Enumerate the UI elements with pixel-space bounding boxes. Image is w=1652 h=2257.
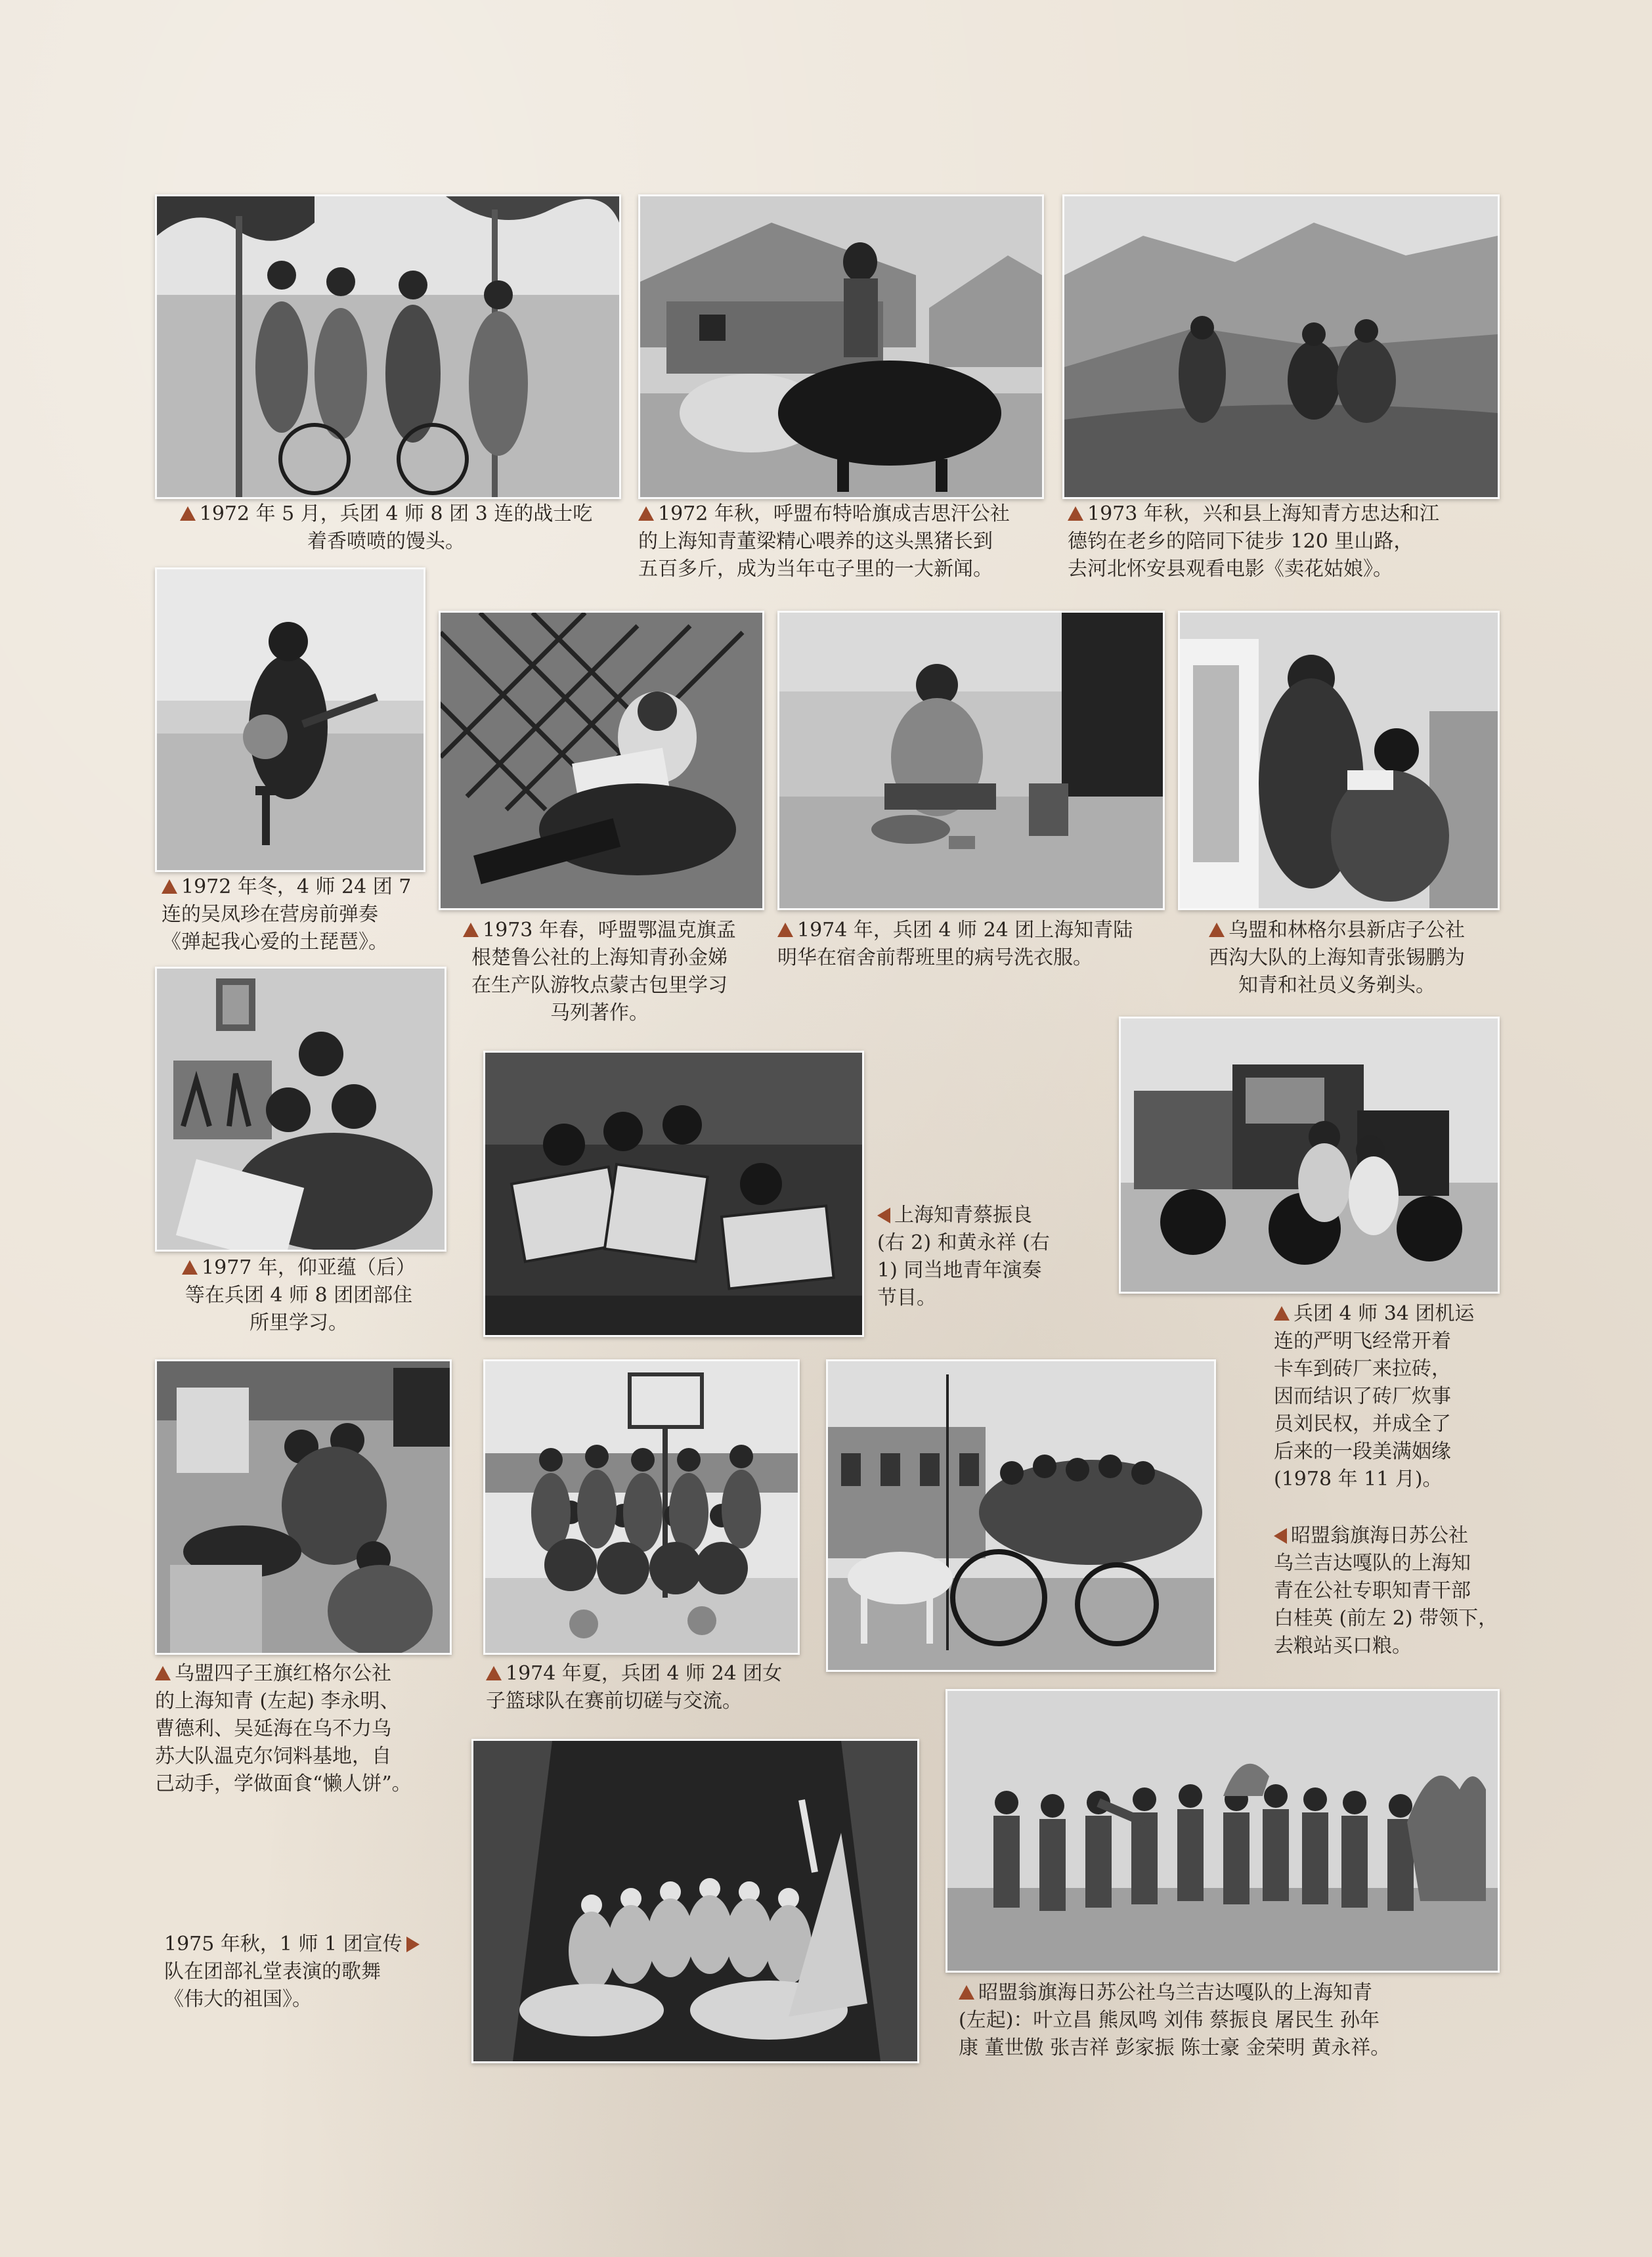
caption-marker-icon [155, 1666, 171, 1680]
caption-haircut: 乌盟和林格尔县新店子公社 西沟大队的上海知青张锡鹏为 知青和社员义务剃头。 [1209, 919, 1465, 997]
caption-truck: 兵团 4 师 34 团机运 连的严明飞经常开着 卡车到砖厂来拉砖， 因而结识了砖厂炊事 员刘民权，并成全了 后来的一段美满姻缘 (1978 年 11 月)。 [1274, 1302, 1475, 1491]
photo-horse-cart [826, 1359, 1216, 1672]
photo-group-camels [946, 1689, 1500, 1973]
caption-soldiers-eating-buns: 1972 年 5 月，兵团 4 师 8 团 3 连的战士吃 着香喷喷的馒头。 [155, 500, 617, 556]
photo-haircut [1178, 611, 1500, 910]
caption-marker-left-icon [1274, 1528, 1287, 1544]
caption-accordion: 上海知青蔡振良 (右 2) 和黄永祥 (右 1) 同当地青年演奏 节目。 [877, 1204, 1050, 1309]
caption-marker-icon [486, 1666, 502, 1680]
photo-making-pancakes [155, 1359, 452, 1655]
caption-marker-icon [182, 1260, 198, 1275]
caption-black-pig: 1972 年秋，呼盟布特哈旗成吉思汗公社 的上海知青董梁精心喂养的这头黑猪长到 五百多斤，成为当年屯子里的一大新闻。 [638, 502, 1010, 581]
photo-playing-pipa [155, 567, 425, 872]
caption-horse-cart: 昭盟翁旗海日苏公社 乌兰吉达嘎队的上海知 青在公社专职知青干部 白桂英 (前左 2) 带领下， 去粮站买口粮。 [1274, 1524, 1498, 1657]
caption-marker-icon [959, 1985, 974, 2000]
caption-marker-icon [638, 506, 654, 521]
photo-truck [1119, 1017, 1500, 1294]
caption-marker-icon [1274, 1306, 1290, 1321]
caption-walk-mountain-road: 1973 年秋，兴和县上海知青方忠达和江 德钧在老乡的陪同下徒步 120 里山路， 去河北怀安县观看电影《卖花姑娘》。 [1068, 502, 1439, 581]
photo-soldiers-eating-buns [155, 194, 621, 499]
caption-making-pancakes: 乌盟四子王旗红格尔公社 的上海知青 (左起) 李永明、 曹德利、吴延海在乌不力乌 苏大队温克尔饲料基地，自 己动手，学做面食“懒人饼”。 [155, 1662, 412, 1795]
caption-basketball-team: 1974 年夏，兵团 4 师 24 团女 子篮球队在赛前切磋与交流。 [486, 1662, 783, 1713]
photo-washing-clothes [777, 611, 1165, 910]
caption-playing-pipa: 1972 年冬，4 师 24 团 7 连的吴凤珍在营房前弹奏 《弹起我心爱的土琵琶》。 [162, 875, 412, 953]
photo-yurt-study [439, 611, 764, 910]
photo-basketball-team [483, 1359, 800, 1655]
caption-yurt-study: 1973 年春，呼盟鄂温克旗孟 根楚鲁公社的上海知青孙金娣 在生产队游牧点蒙古包里学习 马列著作。 [439, 917, 760, 1027]
photo-walk-mountain-road [1062, 194, 1500, 499]
caption-marker-right-icon [406, 1937, 420, 1952]
caption-marker-icon [162, 879, 177, 894]
photo-studying-magazine [155, 967, 446, 1252]
photo-black-pig [638, 194, 1044, 499]
caption-washing-clothes: 1974 年，兵团 4 师 24 团上海知青陆 明华在宿舍前帮班里的病号洗衣服。 [777, 919, 1133, 969]
caption-marker-icon [1209, 923, 1225, 937]
caption-marker-icon [463, 923, 479, 937]
photo-song-dance [471, 1739, 919, 2063]
caption-group-camels: 昭盟翁旗海日苏公社乌兰吉达嘎队的上海知青 (左起)：叶立昌 熊凤鸣 刘伟 蔡振良 屠民生 孙年 康 董世傲 张吉祥 彭家振 陈士豪 金荣明 黄永祥。 [959, 1981, 1391, 2059]
photo-accordion [483, 1051, 864, 1337]
caption-song-dance: 1975 年秋，1 师 1 团宣传 队在团部礼堂表演的歌舞 《伟大的祖国》。 [164, 1931, 453, 2013]
caption-marker-icon [1068, 506, 1083, 521]
caption-marker-icon [180, 506, 196, 521]
caption-marker-left-icon [877, 1208, 890, 1223]
caption-marker-icon [777, 923, 793, 937]
caption-studying-magazine: 1977 年，仰亚蕴（后） 等在兵团 4 师 8 团团部住 所里学习。 [155, 1254, 443, 1337]
